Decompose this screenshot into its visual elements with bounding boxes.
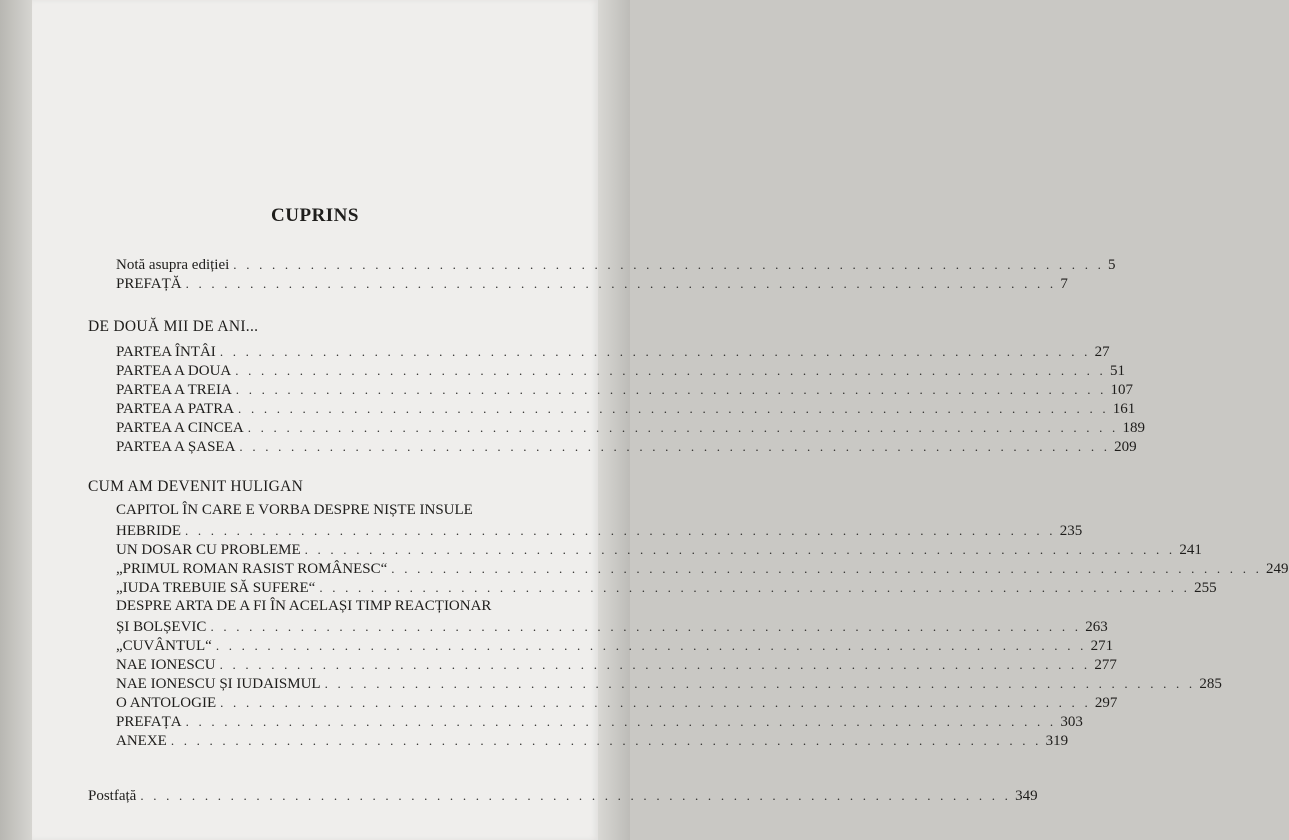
dot-leader: . . . . . . . . . . . . . . . . . . . . . . . . . . . . . . . . . . . . . . . . . . . . . . . . . . . . . . . . . . . . . . . . . . . . (324, 676, 1196, 691)
toc-entry-label: PARTEA A PATRA (116, 401, 235, 417)
dot-leader: . . . . . . . . . . . . . . . . . . . . . . . . . . . . . . . . . . . . . . . . . . . . . . . . . . . . . . . . . . . . . . . . . . . . (319, 580, 1191, 595)
toc-entry-nota[interactable] (116, 255, 1116, 275)
toc-entry-label: ANEXE (116, 733, 167, 749)
toc-page-number: 303 (1060, 714, 1083, 730)
toc-page-number: 51 (1110, 363, 1125, 379)
dot-leader: . . . . . . . . . . . . . . . . . . . . . . . . . . . . . . . . . . . . . . . . . . . . . . . . . . . . . . . . . . . . . . . . . . . . (210, 619, 1082, 634)
toc-page-number: 349 (1015, 788, 1038, 804)
toc-entry-label: „IUDA TREBUIE SĂ SUFERE“ (116, 580, 316, 596)
toc-entry-label: „PRIMUL ROMAN RASIST ROMÂNESC“ (116, 561, 388, 577)
toc-entry-capitol[interactable] (116, 521, 1083, 541)
toc-page-number: 235 (1059, 523, 1083, 539)
toc-entry[interactable] (116, 655, 1117, 675)
dot-leader: . . . . . . . . . . . . . . . . . . . . . . . . . . . . . . . . . . . . . . . . . . . . . . . . . . . . . . . . . . . . . . . . . . . . (235, 382, 1107, 397)
toc-page-number: 107 (1110, 382, 1134, 398)
dot-leader: . . . . . . . . . . . . . . . . . . . . . . . . . . . . . . . . . . . . . . . . . . . . . . . . . . . . . . . . . . . . . . . . . . . . (220, 695, 1091, 710)
toc-entry[interactable] (116, 342, 1110, 362)
toc-entry[interactable] (116, 380, 1134, 400)
dot-leader: . . . . . . . . . . . . . . . . . . . . . . . . . . . . . . . . . . . . . . . . . . . . . . . . . . . . . . . . . . . . . . . . . . . . (215, 638, 1087, 653)
toc-entry-label: „CUVÂNTUL“ (116, 638, 212, 654)
toc-page-number: 7 (1060, 276, 1068, 292)
toc-entry-label: PARTEA A ȘASEA (116, 439, 236, 455)
toc-entry[interactable] (116, 731, 1069, 751)
section-heading-huligan: CUM AM DEVENIT HULIGAN (88, 478, 304, 495)
toc-page-number: 241 (1179, 542, 1202, 558)
toc-page-number: 277 (1094, 657, 1117, 673)
dot-leader: . . . . . . . . . . . . . . . . . . . . . . . . . . . . . . . . . . . . . . . . . . . . . . . . . . . . . . . . . . . . . . . . . . . . (219, 344, 1091, 359)
book-spine-shadow (0, 0, 32, 840)
toc-entry[interactable] (116, 674, 1222, 694)
toc-entry-postfata[interactable] (88, 786, 1038, 806)
toc-page-number: 271 (1090, 638, 1114, 654)
dot-leader: . . . . . . . . . . . . . . . . . . . . . . . . . . . . . . . . . . . . . . . . . . . . . . . . . . . . . . . . . . . . . . . . . . . . (247, 420, 1119, 435)
toc-page-number: 5 (1108, 257, 1116, 273)
toc-page-number: 249 (1266, 561, 1289, 577)
toc-page-number: 209 (1114, 439, 1137, 455)
toc-entry[interactable] (116, 361, 1125, 381)
dot-leader: . . . . . . . . . . . . . . . . . . . . . . . . . . . . . . . . . . . . . . . . . . . . . . . . . . . . . . . . . . . . . . . . . . . . (219, 657, 1091, 672)
toc-entry[interactable] (116, 693, 1118, 713)
toc-page-number: 285 (1199, 676, 1222, 692)
dot-leader: . . . . . . . . . . . . . . . . . . . . . . . . . . . . . . . . . . . . . . . . . . . . . . . . . . . . . . . . . . . . . . . . . . . . (238, 401, 1109, 416)
toc-entry-label: HEBRIDE (116, 523, 181, 539)
toc-page-number: 255 (1194, 580, 1217, 596)
toc-entry-label: Notă asupra ediției (116, 257, 230, 273)
toc-entry-capitol-line1[interactable]: CAPITOL ÎN CARE E VORBA DESPRE NIȘTE INSULE (116, 502, 473, 518)
toc-entry[interactable] (116, 712, 1083, 732)
toc-entry-prefata[interactable] (116, 274, 1068, 294)
toc-entry-arta[interactable] (116, 617, 1108, 637)
toc-entry-label: PREFAȚA (116, 714, 182, 730)
toc-entry-label: PARTEA A DOUA (116, 363, 232, 379)
toc-entry[interactable] (116, 418, 1145, 438)
toc-entry-label: PARTEA A CINCEA (116, 420, 244, 436)
dot-leader: . . . . . . . . . . . . . . . . . . . . . . . . . . . . . . . . . . . . . . . . . . . . . . . . . . . . . . . . . . . . . . . . . . . . (140, 788, 1012, 803)
toc-entry-label: PREFAȚĂ (116, 276, 182, 292)
toc-entry[interactable] (116, 540, 1202, 560)
dot-leader: . . . . . . . . . . . . . . . . . . . . . . . . . . . . . . . . . . . . . . . . . . . . . . . . . . . . . . . . . . . . . . . . . . . . (185, 276, 1057, 291)
toc-entry-arta-line1[interactable]: DESPRE ARTA DE A FI ÎN ACELAȘI TIMP REACȚIONAR (116, 598, 492, 614)
book-page (32, 0, 1289, 840)
toc-entry-label: ȘI BOLȘEVIC (116, 619, 207, 635)
dot-leader: . . . . . . . . . . . . . . . . . . . . . . . . . . . . . . . . . . . . . . . . . . . . . . . . . . . . . . . . . . . . . . . . . . . . (233, 257, 1105, 272)
section-heading-de-doua-mii: DE DOUĂ MII DE ANI... (88, 318, 259, 335)
toc-page-number: 161 (1112, 401, 1136, 417)
dot-leader: . . . . . . . . . . . . . . . . . . . . . . . . . . . . . . . . . . . . . . . . . . . . . . . . . . . . . . . . . . . . . . . . . . . . (185, 523, 1056, 538)
toc-page-number: 297 (1094, 695, 1118, 711)
page-title: CUPRINS (271, 205, 359, 226)
toc-entry-label: PARTEA A TREIA (116, 382, 232, 398)
dot-leader: . . . . . . . . . . . . . . . . . . . . . . . . . . . . . . . . . . . . . . . . . . . . . . . . . . . . . . . . . . . . . . . . . . . . (185, 714, 1057, 729)
dot-leader: . . . . . . . . . . . . . . . . . . . . . . . . . . . . . . . . . . . . . . . . . . . . . . . . . . . . . . . . . . . . . . . . . . . . (170, 733, 1042, 748)
dot-leader: . . . . . . . . . . . . . . . . . . . . . . . . . . . . . . . . . . . . . . . . . . . . . . . . . . . . . . . . . . . . . . . . . . . . (239, 439, 1111, 454)
toc-entry-label: PARTEA ÎNTÂI (116, 344, 216, 360)
toc-entry[interactable] (116, 578, 1217, 598)
toc-page-number: 27 (1094, 344, 1110, 360)
toc-entry[interactable] (116, 437, 1137, 457)
toc-entry-label: NAE IONESCU (116, 657, 216, 673)
toc-entry-label: NAE IONESCU ȘI IUDAISMUL (116, 676, 321, 692)
toc-page-number: 263 (1085, 619, 1108, 635)
toc-entry-label: Postfață (88, 788, 137, 804)
toc-entry[interactable] (116, 399, 1136, 419)
toc-entry[interactable] (116, 636, 1114, 656)
toc-page-number: 319 (1045, 733, 1069, 749)
dot-leader: . . . . . . . . . . . . . . . . . . . . . . . . . . . . . . . . . . . . . . . . . . . . . . . . . . . . . . . . . . . . . . . . . . . . (304, 542, 1176, 557)
toc-entry-label: O ANTOLOGIE (116, 695, 217, 711)
dot-leader: . . . . . . . . . . . . . . . . . . . . . . . . . . . . . . . . . . . . . . . . . . . . . . . . . . . . . . . . . . . . . . . . . . . . (391, 561, 1263, 576)
toc-page-number: 189 (1122, 420, 1145, 436)
toc-entry-label: UN DOSAR CU PROBLEME (116, 542, 301, 558)
toc-entry[interactable] (116, 559, 1289, 579)
dot-leader: . . . . . . . . . . . . . . . . . . . . . . . . . . . . . . . . . . . . . . . . . . . . . . . . . . . . . . . . . . . . . . . . . . . . (235, 363, 1106, 378)
